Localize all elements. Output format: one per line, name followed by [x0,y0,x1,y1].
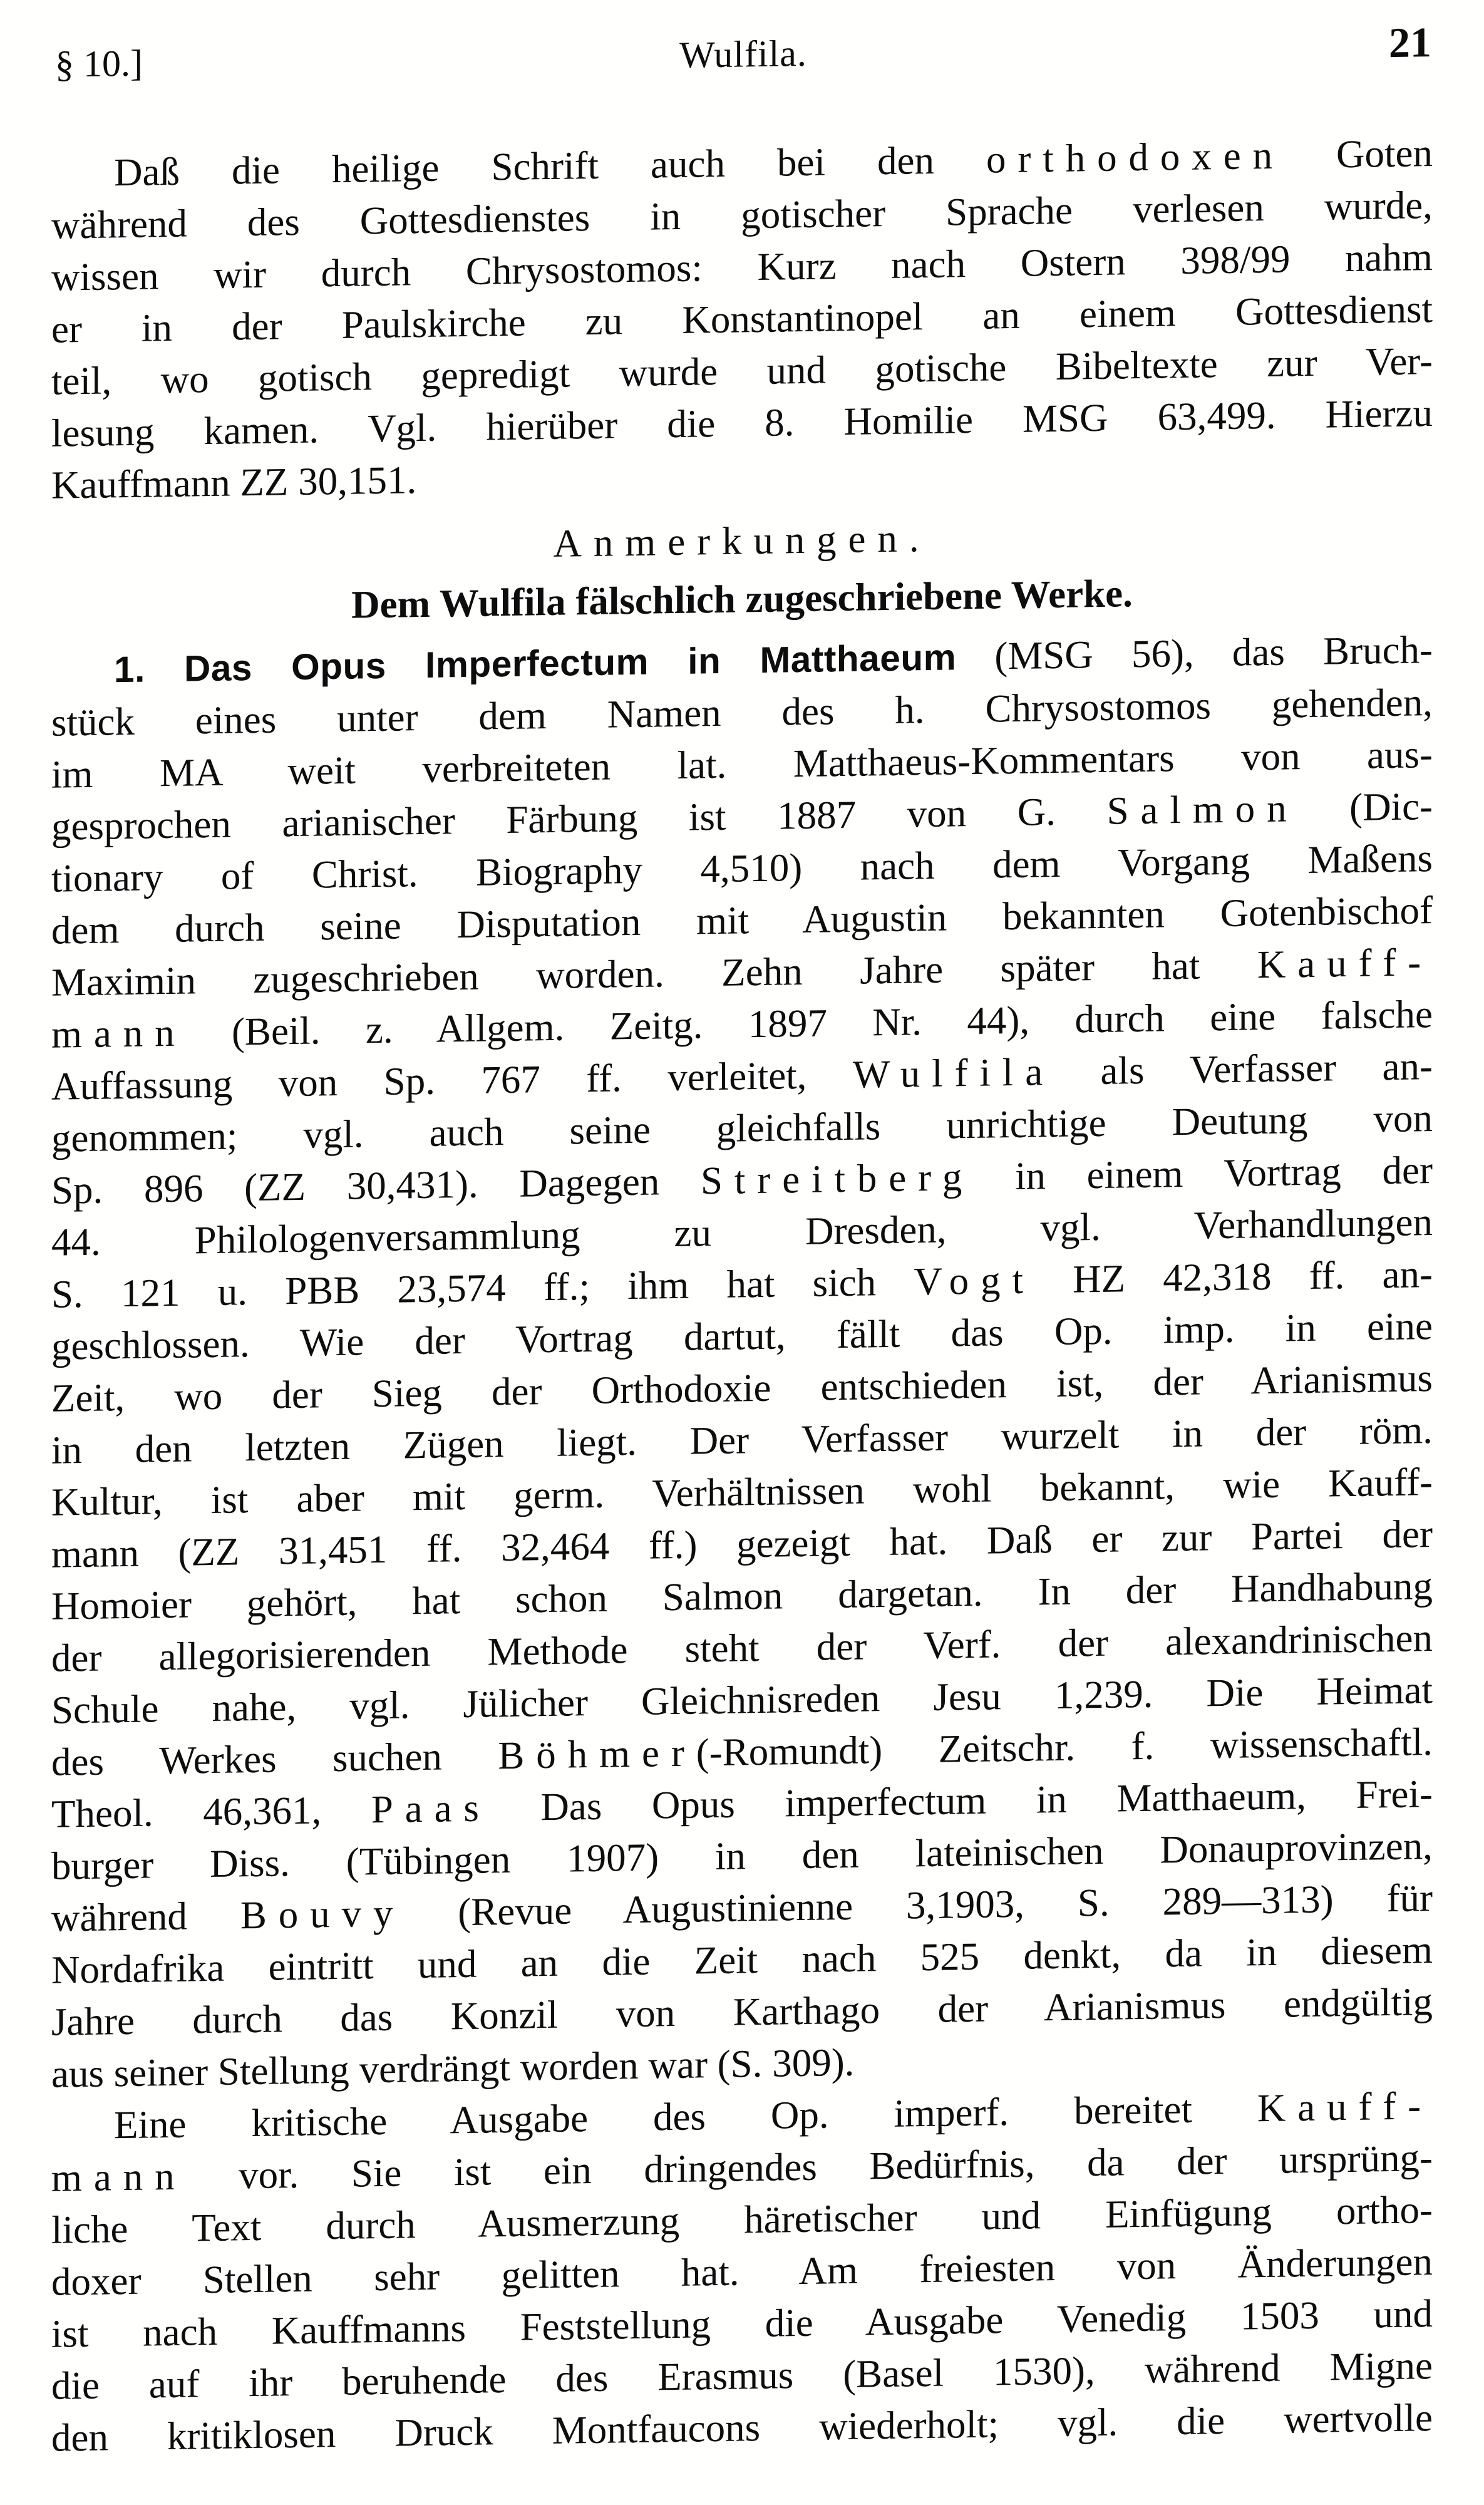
text-run: Das Opus imperfectum in Matthaeum, Frei- [490,1772,1433,1830]
text-run: tionary of Christ. Biography 4,510) nach dem Vorgang Maßens [51,836,1433,901]
text-run: wissen wir durch Chrysostomos: Kurz nach Ostern 398/99 nahm [51,235,1433,299]
text-run: Dem Wulfila fälschlich zugeschriebene Werke. [351,571,1133,627]
text-run: HZ 42,318 ff. an- [1034,1252,1433,1302]
text-run: Jahre durch das Konzil von Karthago der Arianismus endgültig [51,1980,1433,2044]
text-run: genommen; vgl. auch seine gleichfalls unrichtige Deutung von [51,1096,1433,1160]
letterspaced-text: Vogt [914,1258,1035,1304]
text-run: ist nach Kauffmanns Feststellung die Ausgabe Venedig 1503 und [51,2291,1433,2356]
text-run: Theol. 46,361, [51,1787,371,1836]
text-run: Kultur, ist aber mit germ. Verhältnissen wohl bekannt, wie Kauff- [51,1460,1433,1524]
text-run: 44. Philologenversammlung zu Dresden, vgl. Verhandlungen [51,1200,1433,1264]
text-run: vor. Sie ist ein dringendes Bedürfnis, da der ursprüng- [186,2136,1433,2198]
text-run: Maximin zugeschrieben worden. Zehn Jahre später hat [51,943,1257,1005]
letterspaced-text: mann [51,2154,187,2200]
text-run: der allegorisierenden Methode steht der Verf. der alexandrinischen [51,1616,1433,1680]
text-run: (-Romundt) Zeitschr. f. wissenschaftl. [696,1720,1433,1775]
text-run: mann (ZZ 31,451 ff. 32,464 ff.) gezeigt hat. Daß er zur Partei der [51,1512,1433,1576]
text-run: während des Gottesdienstes in gotischer Sprache verlesen wurde, [51,183,1433,247]
text-run: Kauffmann ZZ 30,151. [51,458,417,507]
running-title: Wulfila. [679,32,807,76]
text-run: im MA weit verbreiteten lat. Matthaeus-Kommentars von aus- [51,732,1433,797]
letterspaced-text: Streitberg [700,1154,974,1203]
letterspaced-text: Wulfila [852,1050,1055,1097]
text-run: den kritiklosen Druck Montfaucons wiederholt; vgl. die wertvolle [51,2395,1433,2460]
section-marker: § 10.] [55,42,143,85]
letterspaced-text: orthodoxen [986,133,1284,182]
text-run: Homoier gehört, hat schon Salmon dargetan. In der Handhabung [51,1564,1433,1628]
bold-run: 1. Das Opus Imperfectum in Matthaeum [114,637,957,691]
page-header [0,0,1484,88]
text-run: Nordafrika eintritt und an die Zeit nach 525 denkt, da in diesem [51,1928,1433,1992]
text-run: als Verfasser an- [1054,1044,1433,1094]
letterspaced-text: Böhmer [498,1730,696,1778]
text-run: stück eines unter dem Namen des h. Chrysostomos gehenden, [51,680,1433,745]
text-run: Sp. 896 (ZZ 30,431). Dagegen [51,1159,701,1212]
text-run: teil, wo gotisch gepredigt wurde und gotische Bibeltexte zur Ver- [51,339,1433,403]
text-run: doxer Stellen sehr gelitten hat. Am freiesten von Änderungen [51,2239,1433,2304]
text-run: Zeit, wo der Sieg der Orthodoxie entschieden ist, der Arianismus [51,1356,1433,1420]
text-run: in den letzten Zügen liegt. Der Verfasser wurzelt in der röm. [51,1408,1433,1472]
text-run: (Dic- [1298,784,1433,830]
text-run: Auffassung von Sp. 767 ff. verleitet, [51,1052,853,1108]
text-run: burger Diss. (Tübingen 1907) in den lateinischen Donauprovinzen, [51,1824,1433,1888]
letterspaced-text: Paas [371,1785,491,1832]
paragraph [51,127,1433,512]
text-run: (Beil. z. Allgem. Zeitg. 1897 Nr. 44), durch eine falsche [186,992,1433,1055]
letterspaced-text: Kauff- [1257,2084,1433,2131]
text-run: er in der Paulskirche zu Konstantinopel an einem Gottesdienst [51,287,1433,351]
letterspaced-text: Bouvy [240,1891,405,1938]
text-run: in einem Vortrag der [974,1148,1433,1199]
letterspaced-text: Salmon [1106,786,1299,833]
text-run: aus seiner Stellung verdrängt worden war (S. 309). [51,2040,855,2096]
text-run: dem durch seine Disputation mit Augustin bekannten Gotenbischof [51,888,1433,953]
text-run: des Werkes suchen [51,1733,498,1784]
letterspaced-text: Kauff- [1257,940,1433,987]
paragraph [51,624,1433,2100]
text-run: während [51,1893,240,1940]
text-run: liche Text durch Ausmerzung häretischer und Einfügung ortho- [51,2187,1433,2252]
text-run: lesung kamen. Vgl. hierüber die 8. Homilie MSG 63,499. Hierzu [51,391,1433,455]
text-run: gesprochen arianischer Färbung ist 1887 von G. [51,788,1107,849]
paragraph [51,2080,1433,2464]
page-body [51,127,1433,2464]
text-run: Schule nahe, vgl. Jülicher Gleichnisreden Jesu 1,239. Die Heimat [51,1668,1433,1732]
text-run: Daß die heilige Schrift auch bei den [114,137,987,195]
text-run: (Revue Augustinienne 3,1903, S. 289—313) für [404,1876,1433,1935]
text-run: (MSG 56), das Bruch- [956,628,1433,679]
text-run: geschlossen. Wie der Vortrag dartut, fällt das Op. imp. in eine [51,1304,1433,1368]
letterspaced-text: Anmerkungen. [553,515,931,566]
page-number: 21 [1389,18,1431,67]
text-run: Goten [1284,131,1433,177]
letterspaced-text: mann [51,1010,187,1056]
text-run: Eine kritische Ausgabe des Op. imperf. bereitet [114,2086,1257,2147]
text-run: S. 121 u. PBB 23,574 ff.; ihm hat sich [51,1259,914,1316]
text-run: die auf ihr beruhende des Erasmus (Basel 1530), während Migne [51,2343,1433,2408]
